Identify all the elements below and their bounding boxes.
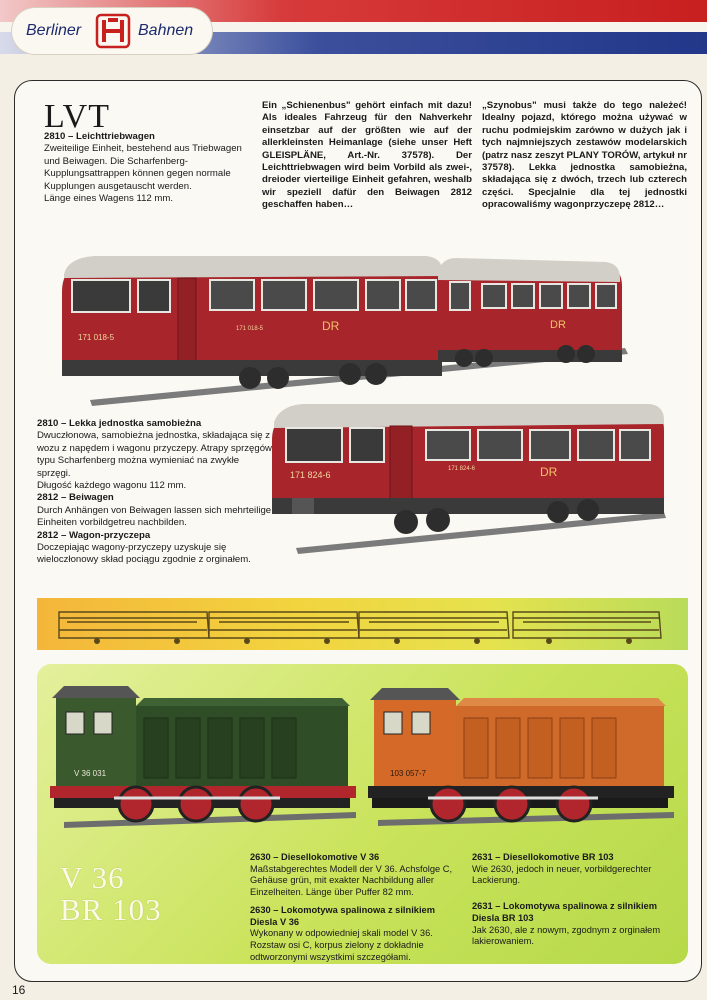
v36-pl-heading: 2630 – Lokomotywa spalinowa z silnikiem Diesla V 36: [250, 904, 435, 927]
railbus2-number: 171 824-6: [290, 470, 331, 480]
przyczepa-text: Doczepiając wagony-przyczepy uzyskuje się wieloczłonowy skład pociągu zgodnie z orginałem.: [37, 542, 251, 566]
lvt-polish-intro: [482, 100, 687, 212]
railbus-silhouette-band: [37, 598, 688, 650]
railbus1-car-number: 171 018-5: [236, 326, 264, 332]
berliner-bahnen-emblem-icon: [94, 12, 132, 50]
v36-green-locomotive-image: [44, 680, 364, 840]
przyczepa-heading: 2812 – Wagon-przyczepa: [37, 529, 151, 541]
lvt-de-heading: 2810 – Leichttriebwagen: [44, 131, 155, 142]
diesel-title: [60, 862, 162, 926]
page-number: 16: [12, 983, 26, 997]
br103-de-heading: 2631 – Diesellokomotive BR 103: [472, 852, 614, 862]
lvt-de-text: Zweiteilige Einheit, bestehend aus Triebwagen und Beiwagen. Die Scharfenberg-Kupplungsattrappen können gegen normale Kupplungen ausgetauscht werden.: [44, 143, 242, 192]
railbus-single-car-image: [266, 400, 674, 560]
br103-number: 103 057-7: [390, 769, 427, 778]
lvt-pl-text: Dwuczłonowa, samobieżna jednostka, składająca się z wozu z napędem i wagonu przyczepy. Atrapy sprzęgów typu Scharfenberg można wymieniać na zwykłe sprzęgi.: [37, 430, 272, 479]
lvt-pl-intro-text: „Szynobus" musi także do tego należeć! Idealny pojazd, którego można używać w ruchu podmiejskim zarówno w dużych jak i tych najmniejszych zestawów modelarskich (patrz nasz zeszyt PLANY TORÓW, artykuł nr 37578). Lekka jednostka samobieżna, składająca się z dwóch, trzech lub czterech części. Specjalnie dla tej jednostki opracowaliśmy wagonprzyczepę 2812…: [482, 100, 687, 211]
lvt-pl-length: Długość każdego wagonu 112 mm.: [37, 480, 187, 492]
br103-de-text: Wie 2630, jedoch in neuer, vorbildgerechter Lackierung.: [472, 863, 652, 886]
railbus1-number: 171 018-5: [78, 333, 115, 342]
beiwagen-text: Durch Anhängen von Beiwagen lassen sich mehrteilige Einheiten vorbildgetreu nachbilden.: [37, 504, 272, 529]
lvt-pl-heading: 2810 – Lekka jednostka samobieżna: [37, 418, 202, 429]
lvt-polish-description: [37, 418, 272, 567]
railbus1-trailer-dr-mark: DR: [550, 319, 566, 331]
brand-left-text: Berliner: [26, 22, 82, 39]
br103-pl-text: Jak 2630, ale z nowym, zgodnym z orginałem lakierowaniem.: [472, 924, 661, 947]
lvt-german-intro: [262, 100, 472, 212]
railbus-two-car-image: [50, 250, 640, 410]
railbus2-dr-mark: DR: [540, 465, 558, 479]
lvt-de-length: Länge eines Wagens 112 mm.: [44, 193, 174, 205]
railbus1-dr-mark: DR: [322, 319, 340, 333]
br103-pl-heading: 2631 – Lokomotywa spalinowa z silnikiem Diesla BR 103: [472, 901, 657, 923]
br103-description: [472, 852, 677, 948]
v36-de-heading: 2630 – Diesellokomotive V 36: [250, 852, 380, 862]
railbus2-car-number: 171 824-6: [448, 466, 476, 472]
lvt-de-intro-text: Ein „Schienenbus" gehört einfach mit dazu! Als ideales Fahrzeug für den Nahverkehr einsetzbar auf der größten wie auf der allerkleinsten Heimanlage (siehe unser Heft GLEISPLÄNE, Art.-Nr. 37578). Der Leichttriebwagen wird beim Vorbild als zwei-, dreioder vierteilige Einheit gefahren, weshalb wir speziell dafür den Beiwagen 2812 geschaffen haben…: [262, 100, 472, 211]
v36-de-text: Maßstabgerechtes Modell der V 36. Achsfolge C, Gehäuse grün, mit exakter Nachbildung aller Einzelheiten. Länge über Puffer 82 mm.: [250, 863, 453, 898]
diesel-title-v36: V 36: [60, 860, 125, 895]
beiwagen-heading: 2812 – Beiwagen: [37, 492, 114, 504]
v36-pl-text: Wykonany w odpowiedniej skali model V 36. Rozstaw osi C, korpus zielony z dokładnie odtworzonymi wszystkimi szczegółami.: [250, 928, 433, 962]
brand-logo: [12, 8, 212, 54]
diesel-title-br103: BR 103: [60, 892, 162, 927]
v36-number: V 36 031: [74, 769, 107, 778]
v36-description: [250, 852, 460, 963]
br103-orange-locomotive-image: [362, 680, 682, 840]
brand-right-text: Bahnen: [138, 22, 194, 39]
lvt-title: LVT: [44, 98, 110, 135]
lvt-german-description: [44, 131, 254, 205]
railbus-silhouettes-image: [37, 598, 688, 650]
